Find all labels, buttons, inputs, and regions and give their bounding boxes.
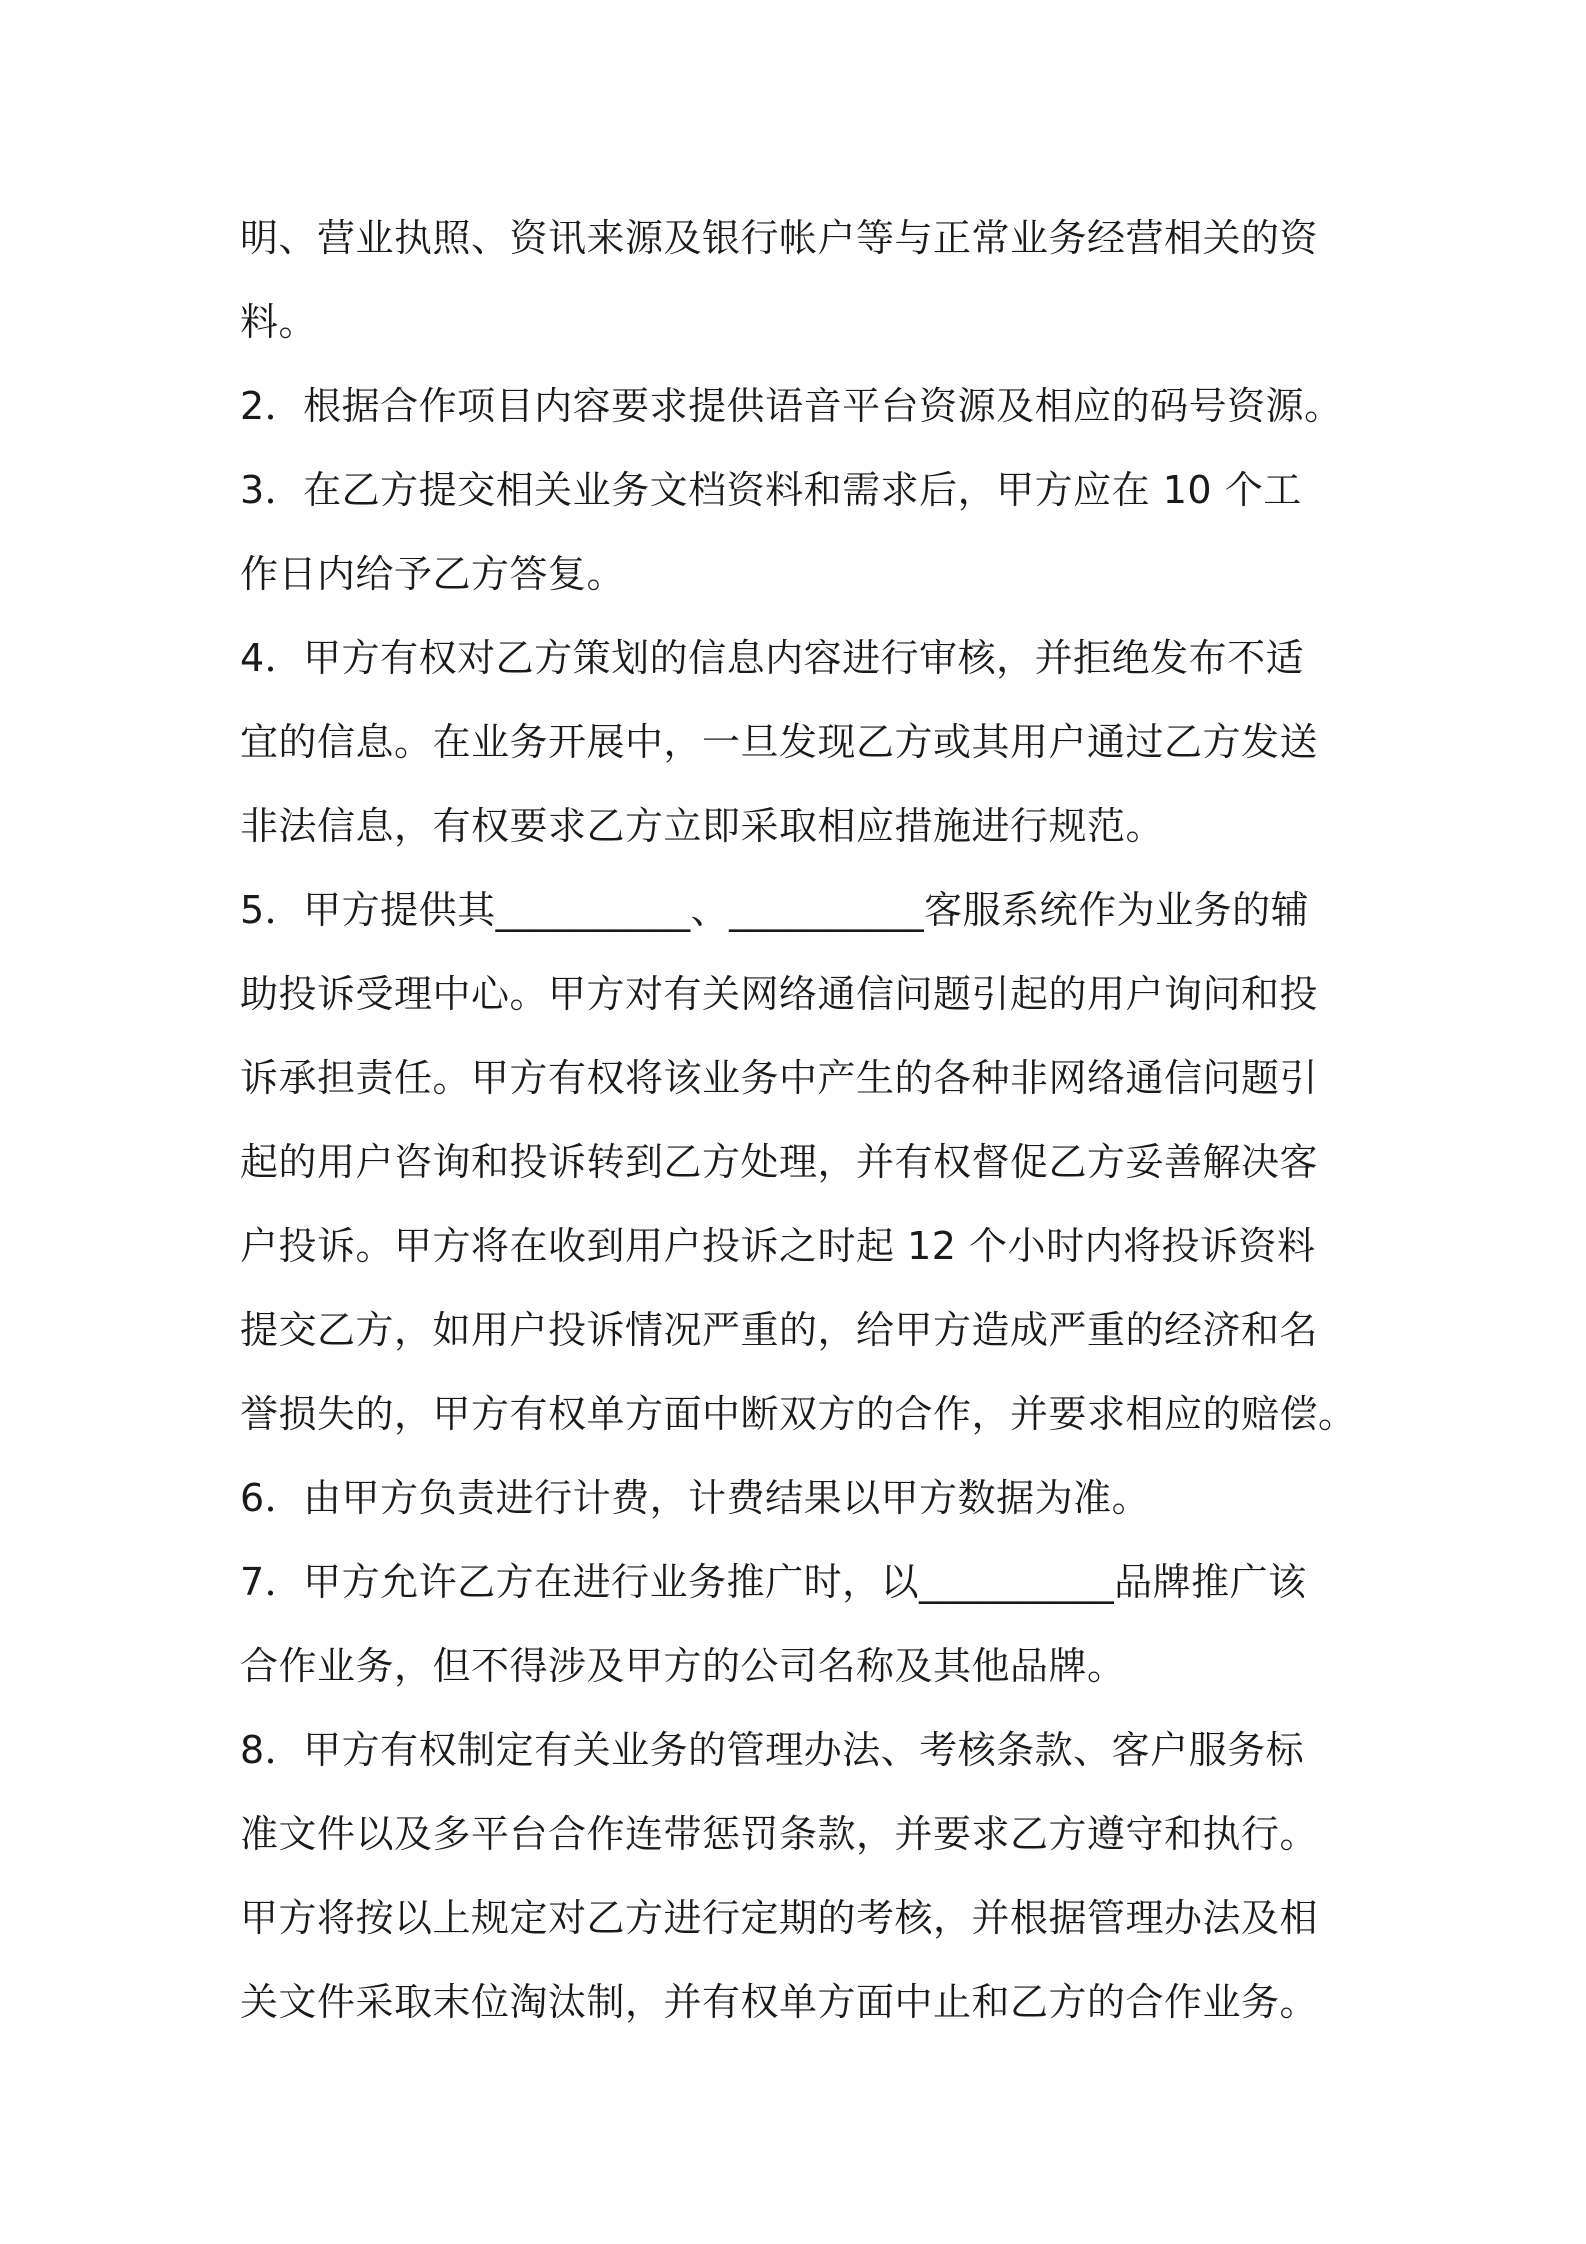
clause-8: 8．甲方有权制定有关业务的管理办法、考核条款、客户服务标 <box>240 1728 1305 1772</box>
clause-7: 7．甲方允许乙方在进行业务推广时，以__________品牌推广该 <box>240 1560 1307 1604</box>
text-line: 关文件采取末位淘汰制，并有权单方面中止和乙方的合作业务。 <box>240 1980 1319 2024</box>
text-line: 作日内给予乙方答复。 <box>240 552 626 596</box>
text-line: 助投诉受理中心。甲方对有关网络通信问题引起的用户询问和投 <box>240 972 1319 1016</box>
text-line: 诉承担责任。甲方有权将该业务中产生的各种非网络通信问题引 <box>240 1056 1319 1100</box>
document-body <box>240 196 1370 2044</box>
clause-4: 4．甲方有权对乙方策划的信息内容进行审核，并拒绝发布不适 <box>240 636 1305 680</box>
text-line: 料。 <box>240 300 318 344</box>
clause-6: 6．由甲方负责进行计费，计费结果以甲方数据为准。 <box>240 1476 1151 1520</box>
text-line: 准文件以及多平台合作连带惩罚条款，并要求乙方遵守和执行。 <box>240 1812 1319 1856</box>
text-line: 起的用户咨询和投诉转到乙方处理，并有权督促乙方妥善解决客 <box>240 1140 1319 1184</box>
text-line: 明、营业执照、资讯来源及银行帐户等与正常业务经营相关的资 <box>240 216 1319 260</box>
text-line: 户投诉。甲方将在收到用户投诉之时起 12 个小时内将投诉资料 <box>240 1224 1316 1268</box>
clause-5: 5．甲方提供其__________、__________客服系统作为业务的辅 <box>240 888 1310 932</box>
text-line: 非法信息，有权要求乙方立即采取相应措施进行规范。 <box>240 804 1165 848</box>
text-line: 甲方将按以上规定对乙方进行定期的考核，并根据管理办法及相 <box>240 1896 1319 1940</box>
clause-2: 2．根据合作项目内容要求提供语音平台资源及相应的码号资源。 <box>240 384 1343 428</box>
text-line: 宜的信息。在业务开展中，一旦发现乙方或其用户通过乙方发送 <box>240 720 1319 764</box>
text-line: 合作业务，但不得涉及甲方的公司名称及其他品牌。 <box>240 1644 1126 1688</box>
clause-3: 3．在乙方提交相关业务文档资料和需求后，甲方应在 10 个工 <box>240 468 1302 512</box>
text-line: 提交乙方，如用户投诉情况严重的，给甲方造成严重的经济和名 <box>240 1308 1319 1352</box>
text-line: 誉损失的，甲方有权单方面中断双方的合作，并要求相应的赔偿。 <box>240 1392 1357 1436</box>
